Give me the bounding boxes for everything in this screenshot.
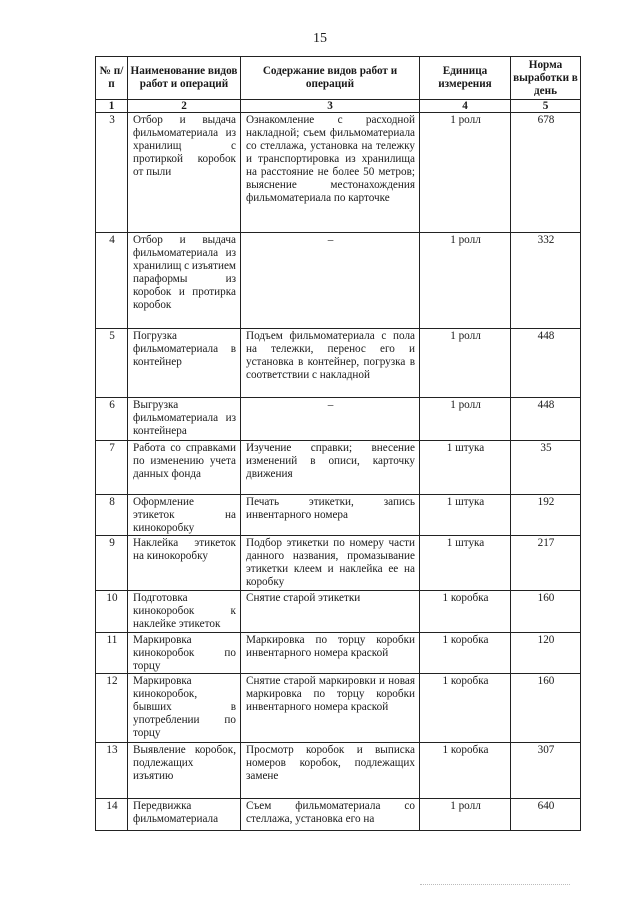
table-row: [96, 329, 581, 398]
daily-norm: 120: [511, 633, 581, 674]
work-content: Просмотр коробок и выписка номеров коробок, подлежащих замене: [241, 743, 420, 799]
table-header-row: [96, 57, 581, 100]
work-content: Снятие старой маркировки и новая маркировка по торцу коробки инвентарного номера краской: [241, 674, 420, 743]
table-row: [96, 536, 581, 591]
row-number: 14: [96, 799, 128, 831]
work-content: Печать этикетки, запись инвентарного номера: [241, 495, 420, 536]
column-number: 5: [511, 100, 581, 113]
unit-of-measure: 1 ролл: [420, 398, 511, 441]
work-content: Ознакомление с расходной накладной; съем фильмоматериала со стеллажа, установка на тележку и транспортировка из хранилища на расстояние не более 50 метров; выяснение местонахождения фильмоматериала по карточке: [241, 113, 420, 233]
unit-of-measure: 1 ролл: [420, 113, 511, 233]
column-number: 2: [128, 100, 241, 113]
unit-of-measure: 1 ролл: [420, 799, 511, 831]
header-num: № п/п: [96, 57, 128, 100]
row-number: 7: [96, 441, 128, 495]
unit-of-measure: 1 ролл: [420, 329, 511, 398]
header-name: Наименование видов работ и операций: [128, 57, 241, 100]
work-content: Изучение справки; внесение изменений в описи, карточку движения: [241, 441, 420, 495]
table-row: [96, 591, 581, 633]
work-name: Маркировка кинокоробок, бывших в употреблении по торцу: [128, 674, 241, 743]
daily-norm: 448: [511, 398, 581, 441]
row-number: 4: [96, 233, 128, 329]
column-numbers-row: [96, 100, 581, 113]
table-row: [96, 113, 581, 233]
work-name: Работа со справками по изменению учета данных фонда: [128, 441, 241, 495]
header-unit: Единица измерения: [420, 57, 511, 100]
header-content: Содержание видов работ и операций: [241, 57, 420, 100]
work-name: Подготовка кинокоробок к наклейке этикеток: [128, 591, 241, 633]
daily-norm: 678: [511, 113, 581, 233]
row-number: 9: [96, 536, 128, 591]
row-number: 8: [96, 495, 128, 536]
work-content: Подъем фильмоматериала с пола на тележки, перенос его и установка в контейнер, погрузка в соответствии с накладной: [241, 329, 420, 398]
unit-of-measure: 1 штука: [420, 536, 511, 591]
work-name: Маркировка кинокоробок по торцу: [128, 633, 241, 674]
column-number: 4: [420, 100, 511, 113]
unit-of-measure: 1 ролл: [420, 233, 511, 329]
page-number: 15: [313, 31, 327, 46]
unit-of-measure: 1 коробка: [420, 743, 511, 799]
table-row: [96, 674, 581, 743]
daily-norm: 217: [511, 536, 581, 591]
daily-norm: 307: [511, 743, 581, 799]
header-norm: Норма выработки в день: [511, 57, 581, 100]
daily-norm: 192: [511, 495, 581, 536]
work-name: Отбор и выдача фильмоматериала из хранилищ с протиркой коробок от пыли: [128, 113, 241, 233]
work-norms-table: [95, 56, 581, 831]
daily-norm: 160: [511, 674, 581, 743]
unit-of-measure: 1 штука: [420, 441, 511, 495]
row-number: 3: [96, 113, 128, 233]
row-number: 6: [96, 398, 128, 441]
unit-of-measure: 1 коробка: [420, 633, 511, 674]
row-number: 5: [96, 329, 128, 398]
table-row: [96, 495, 581, 536]
scan-artifact: [420, 884, 570, 891]
table-row: [96, 743, 581, 799]
unit-of-measure: 1 коробка: [420, 674, 511, 743]
work-name: Отбор и выдача фильмоматериала из хранилищ с изъятием параформы из коробок и протирка коробок: [128, 233, 241, 329]
work-content: Маркировка по торцу коробки инвентарного номера краской: [241, 633, 420, 674]
column-number: 1: [96, 100, 128, 113]
work-name: Погрузка фильмоматериала в контейнер: [128, 329, 241, 398]
work-name: Передвижка фильмоматериала: [128, 799, 241, 831]
work-content: Съем фильмоматериала со стеллажа, установка его на: [241, 799, 420, 831]
table-row: [96, 799, 581, 831]
work-name: Наклейка этикеток на кинокоробку: [128, 536, 241, 591]
row-number: 13: [96, 743, 128, 799]
daily-norm: 160: [511, 591, 581, 633]
row-number: 11: [96, 633, 128, 674]
daily-norm: 640: [511, 799, 581, 831]
work-content: Подбор этикетки по номеру части данного названия, промазывание этикетки клеем и наклейка ее на коробку: [241, 536, 420, 591]
table-row: [96, 233, 581, 329]
work-name: Выгрузка фильмоматериала из контейнера: [128, 398, 241, 441]
daily-norm: 332: [511, 233, 581, 329]
column-number: 3: [241, 100, 420, 113]
unit-of-measure: 1 штука: [420, 495, 511, 536]
daily-norm: 448: [511, 329, 581, 398]
row-number: 12: [96, 674, 128, 743]
work-content: –: [241, 233, 420, 329]
table-row: [96, 398, 581, 441]
work-name: Выявление коробок, подлежащих изъятию: [128, 743, 241, 799]
daily-norm: 35: [511, 441, 581, 495]
row-number: 10: [96, 591, 128, 633]
work-content: –: [241, 398, 420, 441]
table-row: [96, 441, 581, 495]
work-name: Оформление этикеток на кинокоробку: [128, 495, 241, 536]
unit-of-measure: 1 коробка: [420, 591, 511, 633]
table-row: [96, 633, 581, 674]
work-content: Снятие старой этикетки: [241, 591, 420, 633]
